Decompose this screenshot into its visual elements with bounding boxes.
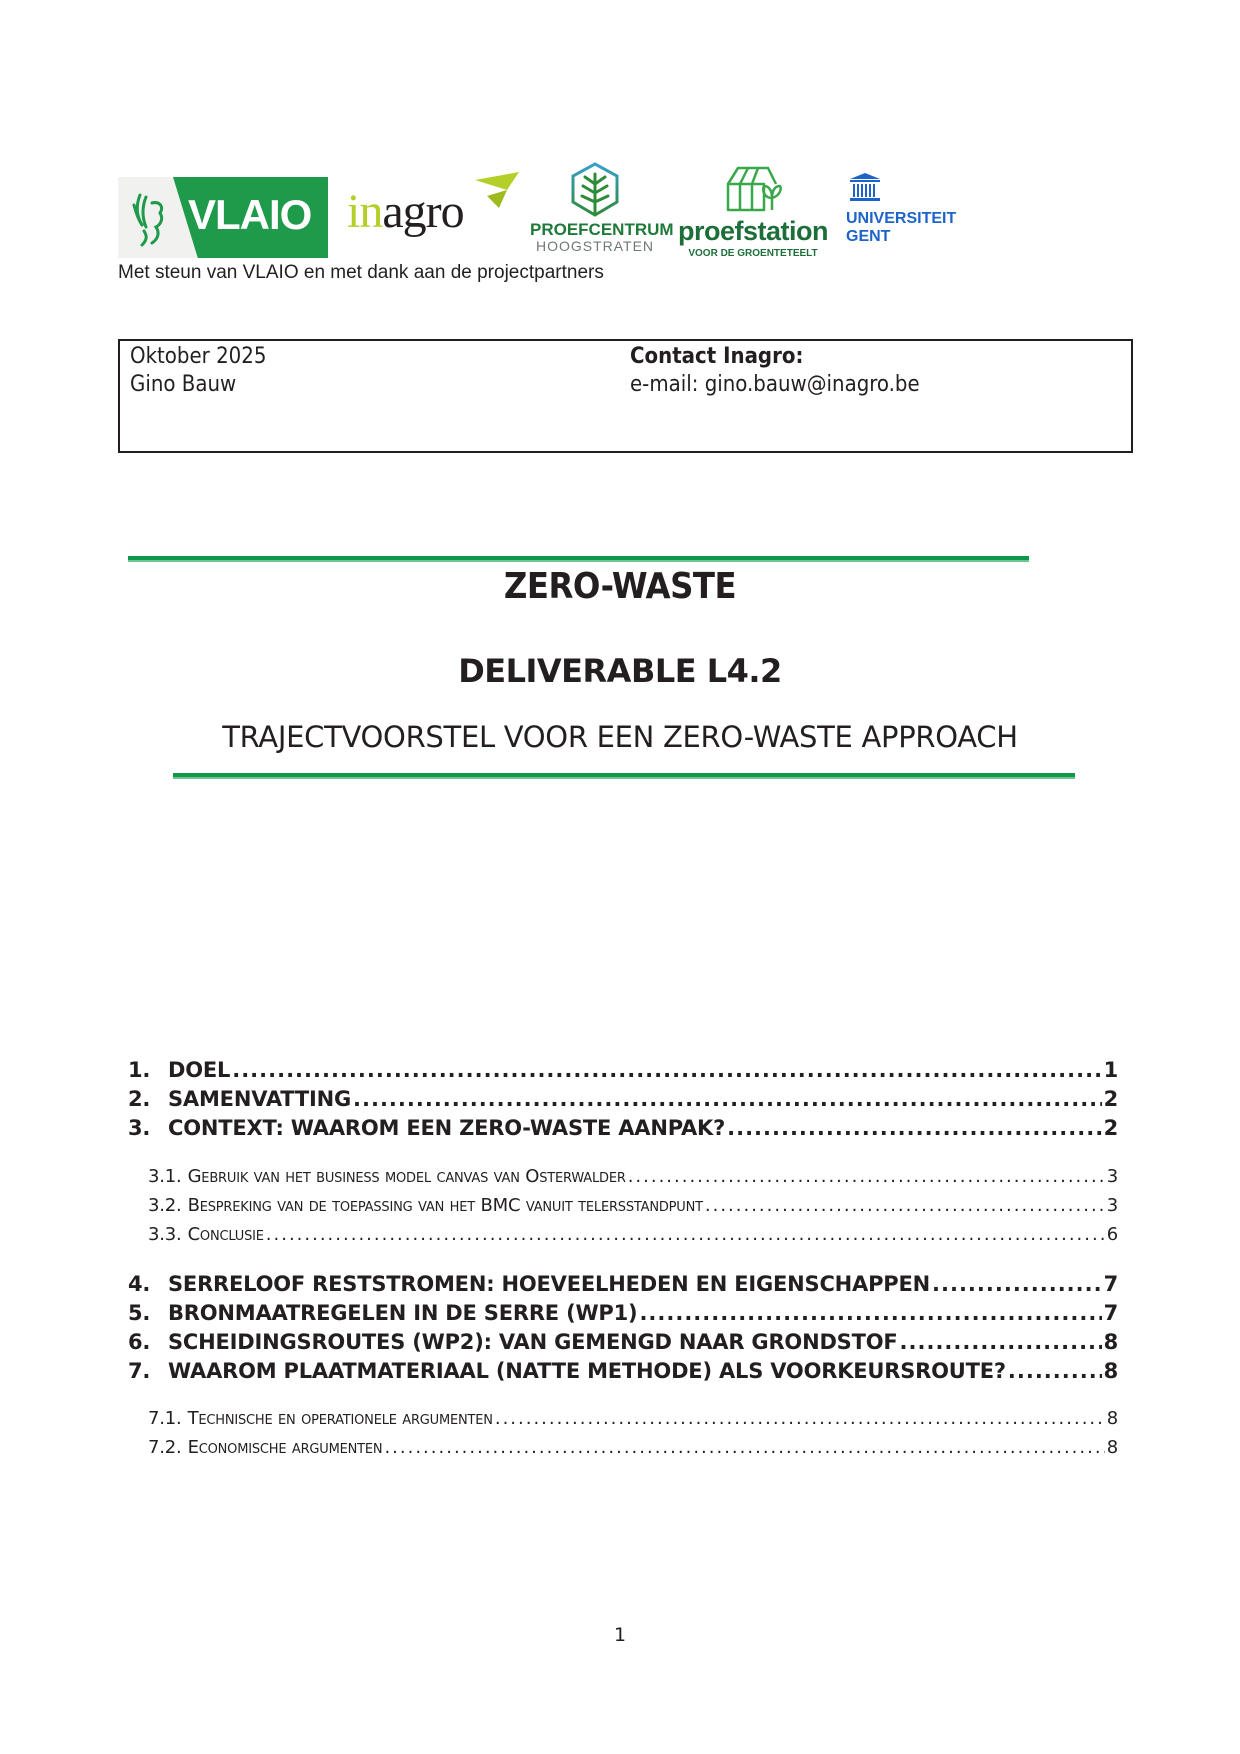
ugent-wordmark: UNIVERSITEIT GENT [846, 210, 957, 245]
inagro-logo [347, 170, 522, 260]
toc-entry-page: 8 [1103, 1359, 1118, 1383]
toc-entry-number: 3.3. [148, 1224, 182, 1245]
toc-entry-label: Gebruik van het business model canvas van Osterwalder [187, 1166, 626, 1187]
toc-dot-leader [705, 1195, 1105, 1216]
toc-entry-page: 8 [1106, 1437, 1118, 1458]
toc-entry-label: BRONMAATREGELEN IN DE SERRE (WP1) [168, 1301, 638, 1325]
toc-entry-page: 7 [1103, 1301, 1118, 1325]
toc-entry-page: 1 [1103, 1058, 1118, 1082]
toc-dot-leader [232, 1058, 1101, 1082]
greenhouse-sprout-icon [724, 164, 784, 212]
vlaio-wordmark: VLAIO [188, 191, 312, 238]
hexagon-tree-icon [570, 162, 620, 218]
proefstation-name: proefstation [678, 216, 829, 246]
sponsor-caption: Met steun van VLAIO en met dank aan de projectpartners [118, 262, 604, 283]
toc-entry-page: 2 [1103, 1087, 1118, 1111]
toc-dot-leader [932, 1272, 1102, 1296]
ugent-logo [846, 172, 956, 252]
toc-dot-leader [353, 1087, 1102, 1111]
toc-dot-leader [900, 1330, 1102, 1354]
info-right-cell [630, 343, 920, 399]
toc-entry-number: 3. [128, 1116, 151, 1140]
deliverable-title: DELIVERABLE L4.2 [458, 652, 782, 690]
toc-entry-label: CONTEXT: WAAROM EEN ZERO-WASTE AANPAK? [168, 1116, 726, 1140]
toc-entry-page: 6 [1106, 1224, 1118, 1245]
info-left-cell [130, 343, 266, 399]
toc-entry[interactable] [128, 1195, 1118, 1223]
toc-entry-label: Technische en operationele argumenten [187, 1408, 493, 1429]
toc-entry-number: 7. [128, 1359, 151, 1383]
contact-email[interactable]: e-mail: gino.bauw@inagro.be [630, 372, 920, 397]
document-title: ZERO-WASTE [503, 566, 737, 607]
toc-entry-number: 2. [128, 1087, 151, 1111]
flemish-lion-icon [130, 191, 170, 247]
toc-entry[interactable] [128, 1359, 1118, 1387]
document-date: Oktober 2025 [130, 344, 267, 369]
toc-entry-number: 4. [128, 1272, 151, 1296]
table-of-contents [128, 1058, 1118, 1458]
toc-dot-leader [1008, 1359, 1102, 1383]
deliverable-description: TRAJECTVOORSTEL VOOR EEN ZERO-WASTE APPROACH [222, 720, 1018, 754]
toc-entry[interactable] [128, 1330, 1118, 1358]
proefcentrum-name: PROEFCENTRUM [530, 220, 674, 239]
toc-entry-number: 6. [128, 1330, 151, 1354]
title-top-rule [128, 556, 1029, 562]
toc-entry[interactable] [128, 1301, 1118, 1329]
toc-entry[interactable] [128, 1272, 1118, 1300]
contact-heading: Contact Inagro: [630, 344, 804, 369]
toc-entry[interactable] [128, 1116, 1118, 1144]
toc-entry-page: 8 [1103, 1330, 1118, 1354]
toc-entry-label: SCHEIDINGSROUTES (WP2): VAN GEMENGD NAAR GRONDSTOF [168, 1330, 898, 1354]
toc-dot-leader [628, 1166, 1105, 1187]
toc-entry-number: 7.1. [148, 1408, 182, 1429]
vlaio-logo [118, 177, 328, 258]
toc-entry-page: 8 [1106, 1408, 1118, 1429]
toc-entry-label: SERRELOOF RESTSTROMEN: HOEVEELHEDEN EN EIGENSCHAPPEN [168, 1272, 931, 1296]
title-bottom-rule [173, 773, 1075, 779]
page-number: 1 [613, 1624, 627, 1646]
inagro-wordmark: inagro [347, 185, 464, 238]
toc-entry[interactable] [128, 1437, 1118, 1465]
university-building-icon [848, 172, 882, 204]
toc-entry-page: 3 [1106, 1166, 1118, 1187]
toc-entry[interactable] [128, 1408, 1118, 1436]
leaf-icon [467, 170, 522, 210]
toc-entry[interactable] [128, 1224, 1118, 1252]
toc-dot-leader [495, 1408, 1105, 1429]
toc-entry-label: WAAROM PLAATMATERIAAL (NATTE METHODE) ALS VOORKEURSROUTE? [168, 1359, 1006, 1383]
toc-entry-label: Bespreking van de toepassing van het BMC vanuit telersstandpunt [187, 1195, 703, 1216]
toc-entry-label: Conclusie [187, 1224, 264, 1245]
proefcentrum-logo [530, 162, 674, 262]
toc-dot-leader [384, 1437, 1104, 1458]
toc-entry-number: 3.1. [148, 1166, 182, 1187]
document-author: Gino Bauw [130, 372, 237, 397]
toc-dot-leader [639, 1301, 1101, 1325]
toc-entry-number: 7.2. [148, 1437, 182, 1458]
toc-entry-number: 5. [128, 1301, 151, 1325]
toc-entry-label: Economische argumenten [187, 1437, 383, 1458]
toc-entry-page: 7 [1103, 1272, 1118, 1296]
toc-entry[interactable] [128, 1166, 1118, 1194]
toc-entry-number: 3.2. [148, 1195, 182, 1216]
info-box [118, 339, 1133, 453]
toc-entry-page: 3 [1106, 1195, 1118, 1216]
proefcentrum-location: HOOGSTRATEN [535, 238, 655, 254]
toc-entry[interactable] [128, 1058, 1118, 1086]
toc-dot-leader [727, 1116, 1101, 1140]
toc-entry-page: 2 [1103, 1116, 1118, 1140]
toc-dot-leader [266, 1224, 1105, 1245]
toc-entry-number: 1. [128, 1058, 151, 1082]
toc-entry[interactable] [128, 1087, 1118, 1115]
proefstation-logo [678, 164, 828, 264]
toc-entry-label: DOEL [168, 1058, 231, 1082]
toc-entry-label: SAMENVATTING [168, 1087, 352, 1111]
proefstation-tagline: VOOR DE GROENTETEELT [688, 248, 818, 259]
